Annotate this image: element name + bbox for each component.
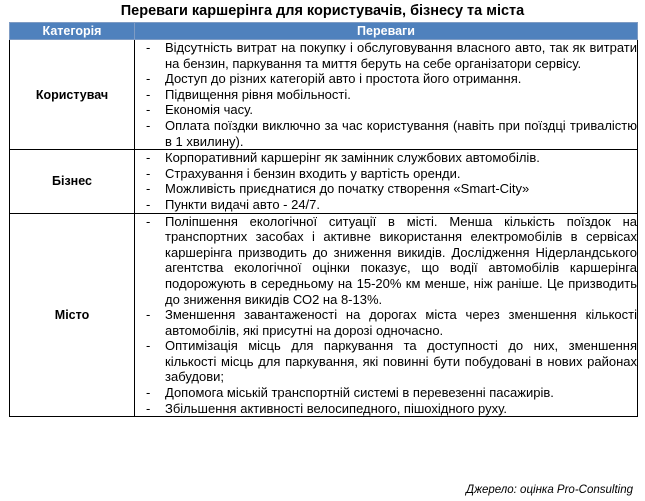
bullet-dash: -: [146, 71, 151, 87]
advantages-cell: [135, 40, 638, 150]
list-item: - Зменшення завантаженості на дорогах міста через зменшення кількості автомобілів, які присутні на дорозі одночасно.: [146, 307, 637, 338]
list-item: - Відсутність витрат на покупку і обслуговування власного авто, так як витрати на бензин, паркування та миття беруть на себе організатори сервісу.: [146, 40, 637, 71]
bullet-dash: -: [146, 213, 151, 229]
list-item: - Доступ до різних категорій авто і простота його отримання.: [146, 71, 522, 87]
list-item: - Економія часу.: [146, 102, 253, 118]
bullet-dash: -: [146, 181, 151, 197]
header-category: Категорія: [10, 23, 135, 40]
table-row-user: [10, 40, 638, 150]
category-cell: Користувач: [10, 40, 135, 150]
table-header-row: [10, 23, 638, 40]
bullet-dash: -: [146, 86, 151, 102]
advantages-cell: [135, 213, 638, 417]
advantages-cell: [135, 150, 638, 213]
bullet-dash: -: [146, 150, 151, 166]
bullet-dash: -: [146, 40, 151, 55]
list-item: - Можливість приєднатися до початку створення «Smart-City»: [146, 181, 530, 197]
list-item: - Підвищення рівня мобільності.: [146, 86, 351, 102]
list-item: - Поліпшення екологічної ситуації в місті. Менша кількість поїздок на транспортних засобах і активне використання електромобілів в сервісах каршерінга призводить до зниження викидів. Дослідження Нідерландського агентства екологічної оцінки показує, що водії автомобілів каршерінга подорожують в середньому на 15-20% км менше, ніж раніше. Це призводить до зниження викидів СО2 на 8-13%.: [146, 213, 637, 307]
table-row-business: [10, 150, 638, 213]
bullet-dash: -: [146, 400, 151, 416]
list-item: - Допомога міській транспортній системі в перевезенні пасажирів.: [146, 385, 554, 401]
list-item: - Страхування і бензин входить у вартість оренди.: [146, 165, 461, 181]
table-row-city: [10, 213, 638, 417]
bullet-dash: -: [146, 385, 151, 401]
list-item: - Пункти видачі авто - 24/7.: [146, 196, 321, 212]
advantages-table: [9, 22, 638, 417]
bullet-dash: -: [146, 338, 151, 354]
bullet-dash: -: [146, 117, 151, 133]
bullet-dash: -: [146, 102, 151, 118]
list-item: - Оптимізація місць для паркування та доступності до них, зменшення кількості місць для паркування, які повинні бути побудовані в нових районах забудови;: [146, 338, 637, 385]
list-item: - Корпоративний каршерінг як замінник службових автомобілів.: [146, 150, 540, 166]
list-item: - Оплата поїздки виключно за час користування (навіть при поїздці тривалістю в 1 хвилину).: [146, 117, 637, 149]
bullet-dash: -: [146, 307, 151, 323]
category-cell: Місто: [10, 213, 135, 417]
source-note: Джерело: оцінка Pro-Consulting: [465, 484, 633, 496]
bullet-dash: -: [146, 196, 151, 212]
document-title: Переваги каршерінга для користувачів, бізнесу та міста: [120, 3, 525, 19]
list-item: - Збільшення активності велосипедного, пішохідного руху.: [146, 400, 507, 416]
category-cell: Бізнес: [10, 150, 135, 213]
bullet-dash: -: [146, 165, 151, 181]
header-advantages: Переваги: [135, 23, 638, 40]
